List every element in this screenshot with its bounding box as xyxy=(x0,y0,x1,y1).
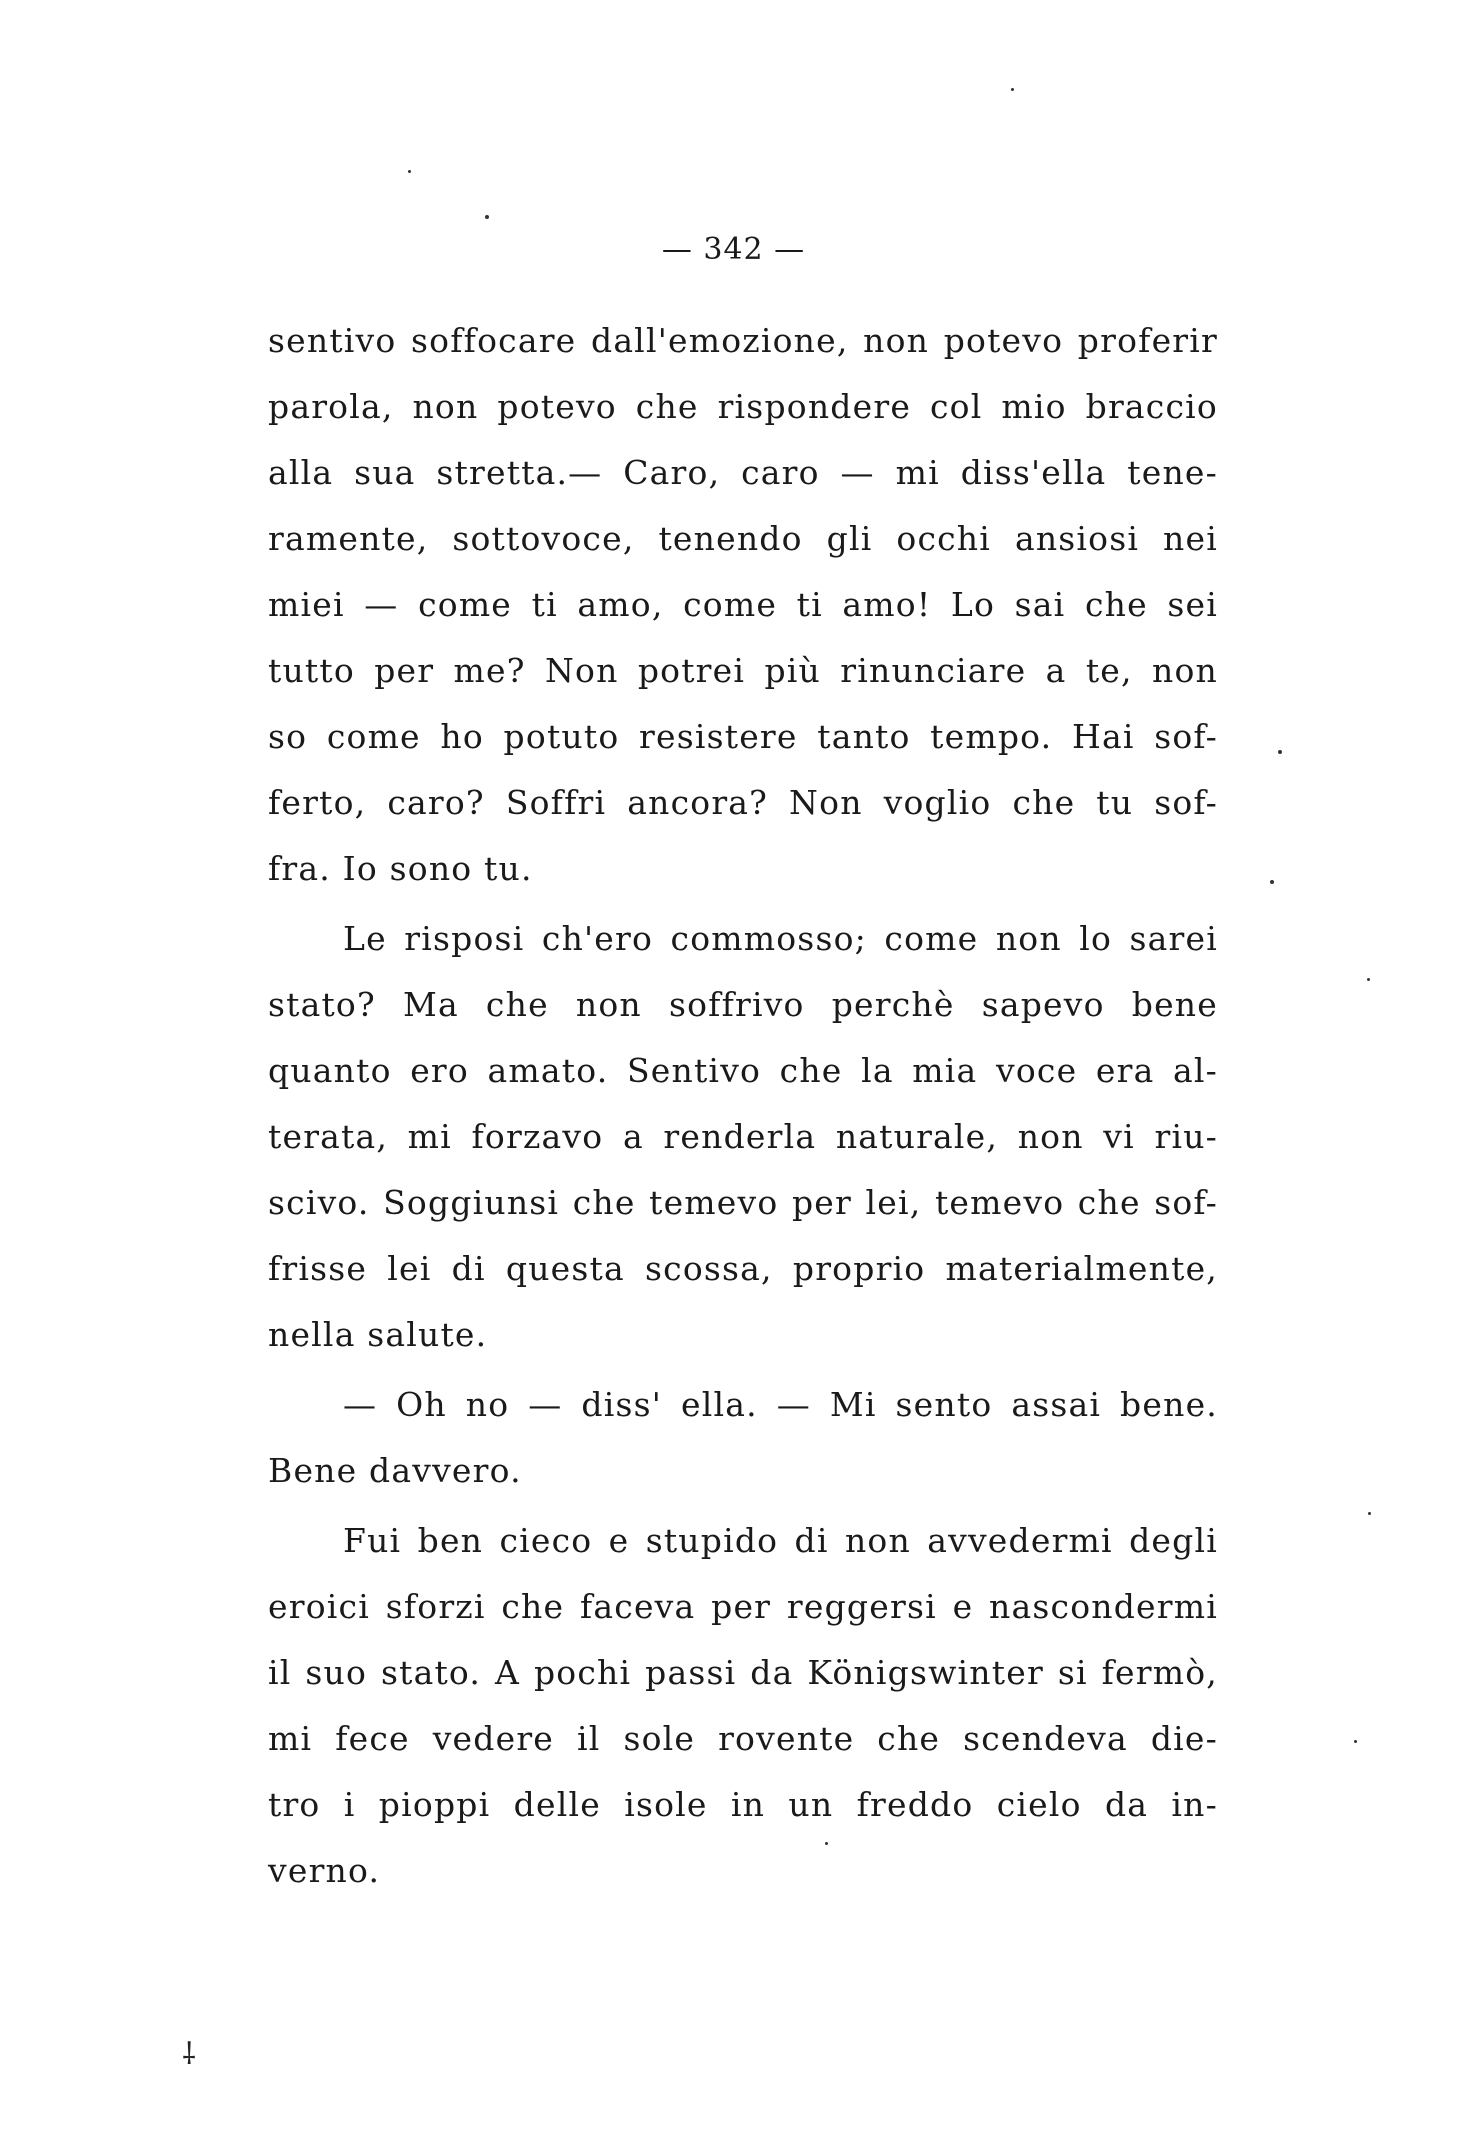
text-line: miei — come ti amo, come ti amo! Lo sai che sei xyxy=(268,585,1218,624)
text-line: so come ho potuto resistere tanto tempo. Hai sof- xyxy=(268,717,1218,756)
scan-speck xyxy=(1278,750,1282,754)
scan-speck xyxy=(1354,1740,1357,1743)
paragraph-1 xyxy=(268,308,1218,902)
text-line: tutto per me? Non potrei più rinunciare a te, non xyxy=(268,651,1218,690)
text-line: Le risposi ch'ero commosso; come non lo sarei xyxy=(343,919,1218,958)
text-line: ferto, caro? Soffri ancora? Non voglio che tu sof- xyxy=(268,783,1218,822)
scan-speck xyxy=(485,215,489,219)
scan-speck xyxy=(1011,88,1014,91)
text-line: eroici sforzi che faceva per reggersi e nascondermi xyxy=(268,1587,1218,1626)
scan-speck xyxy=(825,1842,828,1845)
paragraph-2 xyxy=(268,906,1218,1368)
ink-blot-mark: ⸸ xyxy=(182,2037,197,2072)
text-line: tro i pioppi delle isole in un freddo cielo da in- xyxy=(268,1785,1218,1824)
page-number: — 342 — xyxy=(661,232,806,267)
text-line: ramente, sottovoce, tenendo gli occhi ansiosi nei xyxy=(268,519,1218,558)
text-line: fra. Io sono tu. xyxy=(268,849,533,888)
text-line: frisse lei di questa scossa, proprio materialmente, xyxy=(268,1249,1218,1288)
text-line: parola, non potevo che rispondere col mio braccio xyxy=(268,387,1218,426)
paragraph-4 xyxy=(268,1508,1218,1904)
scan-speck xyxy=(1270,880,1274,884)
scan-speck xyxy=(1368,1512,1371,1515)
text-line: mi fece vedere il sole rovente che scendeva die- xyxy=(268,1719,1218,1758)
text-line: Fui ben cieco e stupido di non avvedermi degli xyxy=(343,1521,1218,1560)
text-line: stato? Ma che non soffrivo perchè sapevo bene xyxy=(268,985,1218,1024)
text-line: Bene davvero. xyxy=(268,1451,522,1490)
text-line: il suo stato. A pochi passi da Königswinter si fermò, xyxy=(268,1653,1218,1692)
text-line: quanto ero amato. Sentivo che la mia voce era al- xyxy=(268,1051,1218,1090)
text-line: terata, mi forzavo a renderla naturale, non vi riu- xyxy=(268,1117,1218,1156)
text-line: alla sua stretta.— Caro, caro — mi diss'ella tene- xyxy=(268,453,1218,492)
text-line: — Oh no — diss' ella. — Mi sento assai bene. xyxy=(343,1385,1218,1424)
text-line: verno. xyxy=(268,1851,381,1890)
text-line: nella salute. xyxy=(268,1315,488,1354)
text-line: sentivo soffocare dall'emozione, non potevo proferir xyxy=(268,321,1218,360)
text-line: scivo. Soggiunsi che temevo per lei, temevo che sof- xyxy=(268,1183,1218,1222)
scan-speck xyxy=(408,170,411,173)
body-text xyxy=(268,308,1218,1904)
scan-speck xyxy=(1367,978,1370,981)
paragraph-3 xyxy=(268,1372,1218,1504)
